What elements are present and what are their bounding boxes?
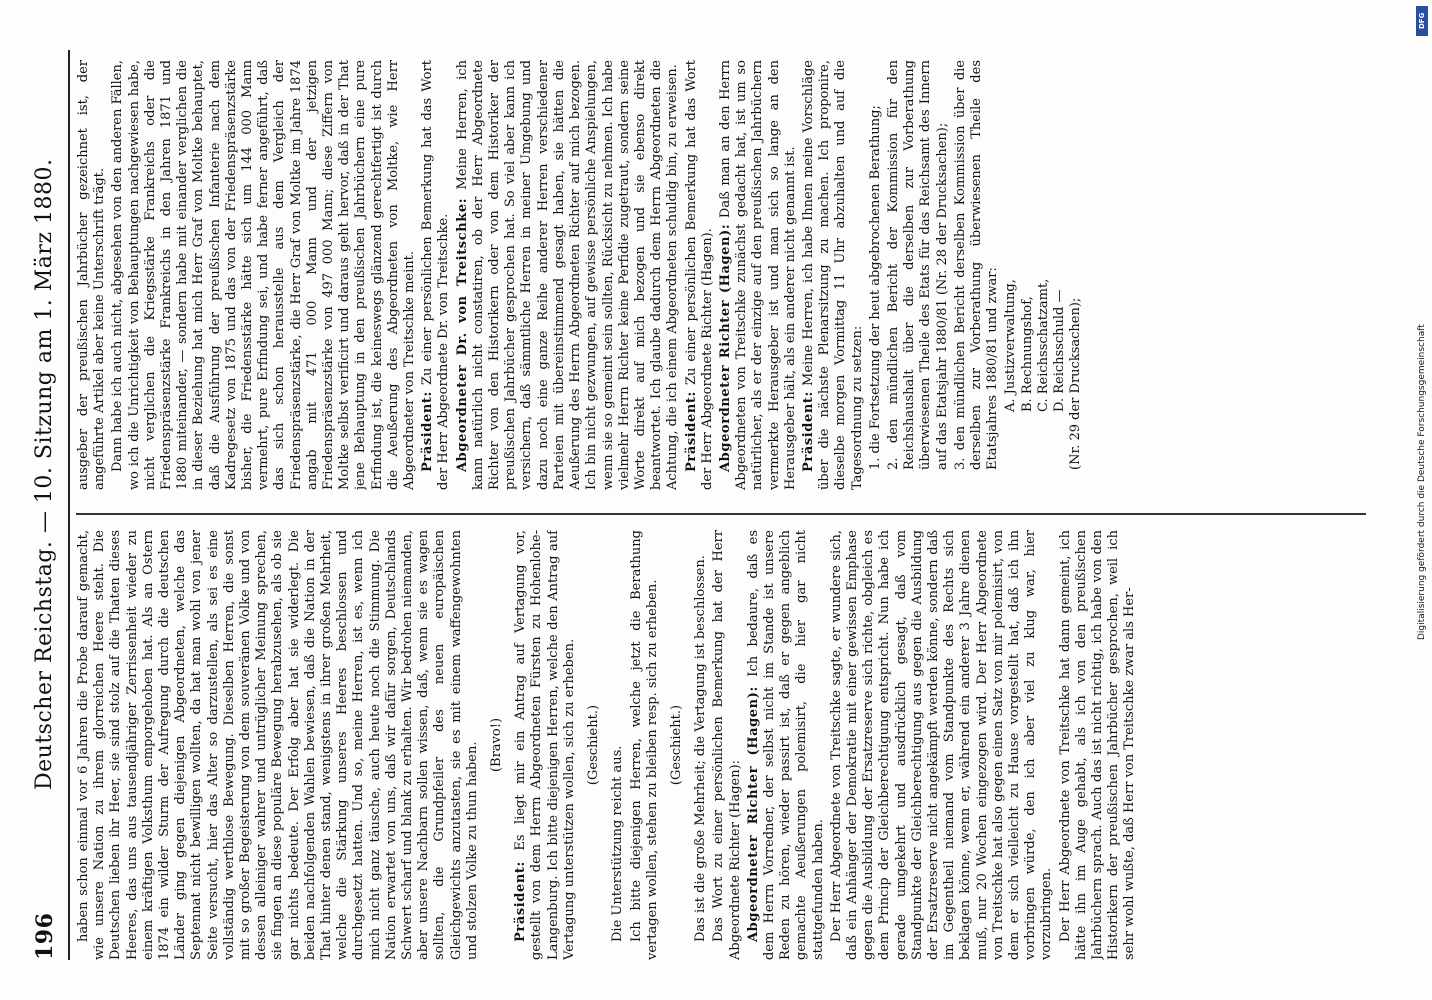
speech-text: Meine Herren, ich kann natürlich nicht constatiren, ob der Herr Abgeordnete Richter von den Historikern oder von dem Historiker der preußischen Jahrbücher gesprochen hat. So viel aber kann ich versichern, daß sämmtliche Herren in meiner Umgebung und dazu noch eine ganze Reihe anderer Herren verschiedener Parteien mit übereinstimmend gesagt haben, sie hätten die Aeußerung des Herrn Abgeordneten Richter auf mich bezogen. Ich bin nicht gezwungen, auf gewisse persönliche Anspielungen, wenn sie so gemeint sein sollten, Rücksicht zu nehmen. Ich habe vielmehr Herrn Richter keine Perfidie zugetraut, sondern seine Worte direkt auf mich bezogen und sie ebenso direkt beantwortet. Ich glaube dadurch dem Herrn Abgeordneten die Achtung, die ich einem Abgeordneten schuldig bin, zu erweisen. bbox=[454, 60, 681, 490]
speaker: Präsident: bbox=[800, 391, 816, 472]
speaker: Abgeordneter Richter (Hagen): bbox=[717, 223, 733, 472]
page-header bbox=[26, 60, 66, 960]
paragraph bbox=[420, 60, 452, 490]
paragraph bbox=[513, 530, 578, 960]
speaker: Präsident: bbox=[683, 391, 699, 472]
agenda-subitem: A. Justizverwaltung, bbox=[1003, 279, 1019, 412]
speech-text: Zu einer persönlichen Bemerkung hat das Wort der Herr Abgeordnete Richter (Hagen). bbox=[683, 60, 715, 490]
paragraph: Dann habe ich auch nicht, abgesehen von den anderen Fällen, wo ich die Unrichtigkeit von Behauptungen nachgewiesen habe, nicht verglichen die Kriegsstärke Frankreichs oder die Friedenspräsenzstärke Frankreichs in den Jahren 1871 und 1880 miteinander, — sondern habe mit einander verglichen die in dieser Beziehung hat mich Herr Graf von Moltke behauptet, daß die Ausführung der preußischen Infanterie nach dem Kadregesetz von 1875 und das von der Friedenspräsenzstärke bisher, die Friedensstärke hätte sich um 144 000 Mann vermehrt, pure Erfindung sei, und habe ferner angeführt, daß das sich schon herausstelle aus dem Vergleich der Friedenspräsenzstärke, die Herr Graf von Moltke im Jahre 1874 angab mit 471 000 Mann und der jetzigen Friedenspräsenzstärke von 497 000 Mann; diese Ziffern von Moltke selbst verificirt und daraus geht hervor, daß in der That jene Behauptung in den preußischen Jahrbüchern eine pure Erfindung ist, die keineswegs glänzend gerechtfertigt ist durch die Aeußerung des Abgeordneten von Moltke, wie Herr Abgeordneter von Treitschke meint. bbox=[110, 60, 418, 490]
paragraph bbox=[801, 60, 866, 490]
left-column bbox=[76, 530, 1376, 960]
speech-text: Meine Herren, ich habe Ihnen meine Vorschläge über die nächste Plenarsitzung zu machen. Ich proponire, dieselbe morgen Vormittag 11 Uhr abzuhalten und auf die Tagesordnung zu setzen: bbox=[800, 60, 865, 490]
paragraph: ausgeber der preußischen Jahrbücher gezeichnet ist, der angeführte Artikel aber keine Unterschrift trägt. bbox=[76, 60, 108, 490]
paragraph: haben schon einmal vor 6 Jahren die Probe darauf gemacht, wie unsere Nation zu ihrem glorreichen Heere steht. Die Deutschen lieben ihr Heer, sie sind stolz auf die Thaten dieses Heeres, das uns aus tausendjähriger Zerrissenheit wieder zu einem kräftigen Volksthum emporgehoben hat. Als an Ostern 1874 ein wilder Sturm der Aufregung durch die deutschen Länder ging gegen diejenigen Abgeordneten, welche das Septennat nicht bewilligen wollten, da hat man wohl von jener Seite versucht, hier das Alter so darzustellen, als sei es eine vollständig werthlose Bewegung. Dieselben Herren, die sonst mit so großer Begeisterung von dem souveränen Volke und von dessen alleiniger wahrer und untrüglicher Meinung sprechen, sie fingen an diese populäre Bewegung herabzusehen, als ob sie gar nichts bedeute. Der Erfolg aber hat sie widerlegt. Die beiden nachfolgenden Wahlen bewiesen, daß die Nation in der That hinter denen stand, wenigstens in ihrer großen Mehrheit, welche die Stärkung unseres Heeres beschlossen und durchgesetzt hatten. Und so, meine Herren, ist es, wenn ich mich nicht ganz täusche, auch heute noch die Stimmung. Die Nation erwartet von uns, daß wir dafür sorgen, Deutschlands Schwert scharf und blank zu erhalten. Wir bedrohen niemanden, aber unsere Nachbarn sollen wissen, daß, wenn sie es wagen sollten, die Grundpfeiler des neuen europäischen Gleichgewichts anzutasten, sie es mit einem waffengewohnten und stolzen Volke zu thun haben. bbox=[76, 530, 480, 960]
speaker: Abgeordneter Richter (Hagen): bbox=[745, 686, 761, 942]
paragraph bbox=[718, 60, 799, 490]
header-rule bbox=[68, 50, 70, 960]
paragraph: Das Wort zu einer persönlichen Bemerkung hat der Herr Abgeordnete Richter (Hagen): bbox=[711, 530, 743, 960]
interjection: (Bravo!) bbox=[489, 717, 505, 773]
speech-text: Es liegt mir ein Antrag auf Vertagung vor, gestellt von dem Herrn Abgeordneten Fürsten zu Hohenlohe-Langenburg. Ich bitte diejenigen Herren, welche den Antrag auf Vertagung unterstützen wollen, sich zu erheben. bbox=[513, 530, 577, 960]
column-rule bbox=[76, 513, 1366, 515]
interjection: (Geschieht.) bbox=[586, 704, 602, 786]
digitization-notice: Digitalisierung gefördert durch die Deutsche Forschungsgemeinschaft bbox=[1417, 324, 1427, 640]
agenda-item: 3. den mündlichen Bericht derselben Kommission über die derselben zur Vorberathung überwiesenen Theile des Etatsjahres 1880/81 und zwar: bbox=[952, 60, 1001, 470]
running-title: Deutscher Reichstag. — 10. Sitzung am 1. März 1880. bbox=[32, 158, 57, 790]
dfg-logo: DFG bbox=[1416, 6, 1428, 36]
rotated-page bbox=[16, 0, 1416, 1000]
paragraph: Die Unterstützung reicht aus. bbox=[610, 745, 626, 942]
agenda-subitem: C. Reichsschatzamt, bbox=[1035, 278, 1051, 412]
reference: (Nr. 29 der Drucksachen); bbox=[1068, 297, 1084, 470]
speaker: Abgeordneter Dr. von Treitschke: bbox=[454, 197, 470, 472]
speaker: Präsident: bbox=[513, 861, 529, 942]
speaker: Präsident: bbox=[420, 391, 436, 472]
paragraph: Ich bitte diejenigen Herren, welche jetzt die Berathung vertagen wollen, stehen zu bleiben resp. sich zu erheben. bbox=[628, 530, 660, 960]
agenda-subitem: B. Rechnungshof, bbox=[1019, 296, 1035, 412]
speech-text: Daß man an den Herrn Abgeordneten von Treitschke zunächst gedacht hat, ist um so natürlicher, als er der einzige auf den preußischen Jahrbüchern vermerkte Herausgeber ist und man sich so lange an den Herausgeber hält, als ein anderer nicht genannt ist. bbox=[717, 60, 798, 490]
paragraph bbox=[455, 60, 682, 490]
agenda-item: 2. den mündlichen Bericht der Kommission für den Reichshaushalt über die derselben zur Vorberathung überwiesenen Theile des Etats für das Reichsamt des Innern auf das Etatsjahr 1880/81 (Nr. 28 der Drucksachen); bbox=[885, 60, 950, 470]
dfg-sidebar bbox=[1416, 6, 1428, 996]
agenda-subitem: D. Reichsschuld — bbox=[1051, 289, 1067, 412]
interjection: (Geschieht.) bbox=[668, 704, 684, 786]
speech-text: Ich bedaure, daß es dem Herrn Vorredner, der selbst nicht im Stande ist unsere Reden zu hören, wieder passirt ist, daß er gegen angeblich gemachte Aeußerungen polemisirt, die hier gar nicht stattgefunden haben. bbox=[745, 530, 826, 960]
paragraph: Das ist die große Mehrheit; die Vertagung ist beschlossen. bbox=[693, 555, 709, 942]
page-number: 196 bbox=[32, 912, 58, 960]
agenda-item: 1. die Fortsetzung der heut abgebrochenen Berathung; bbox=[867, 105, 883, 470]
paragraph bbox=[684, 60, 716, 490]
right-column bbox=[76, 60, 1376, 490]
speech-text: Zu einer persönlichen Bemerkung hat das Wort der Herr Abgeordnete Dr. von Treitschke. bbox=[420, 60, 452, 490]
paragraph bbox=[746, 530, 827, 960]
paragraph: Der Herr Abgeordnete von Treitschke hat dann gemeint, ich hätte ihn im Auge gehabt, als ich von den preußischen Jahrbüchern sprach. Auch das ist nicht richtig, ich habe von den Historikern der preußischen Jahrbücher gesprochen, weil ich sehr wohl wußte, daß Herr von Treitschke zwar als Her- bbox=[1057, 530, 1138, 960]
paragraph: Der Herr Abgeordnete von Treitschke sagte, er wundere sich, daß ein Anhänger der Demokratie mit einer gewissen Emphase gegen die Ausbildung der Ersatzreserve sich richte, obgleich es dem Princip der Gleichberechtigung entspricht. Nun habe ich gerade umgekehrt und ausdrücklich gesagt, daß vom Standpunkte der Gleichberechtigung aus gegen die Ausbildung der Ersatzreserve nicht angekämpft werden könne, sondern daß im Gegentheil niemand vom Standpunkte des Rechts sich beklagen könne, wenn er, während ein anderer 3 Jahre dienen muß, nur 20 Wochen eingezogen wird. Der Herr Abgeordnete von Treitschke hat also gegen einen Satz von mir polemisirt, von dem er sich vielleicht zu Hause vorgestellt hat, daß ich ihn vorbringen würde, den ich aber viel zu klug war, hier vorzubringen. bbox=[828, 530, 1055, 960]
